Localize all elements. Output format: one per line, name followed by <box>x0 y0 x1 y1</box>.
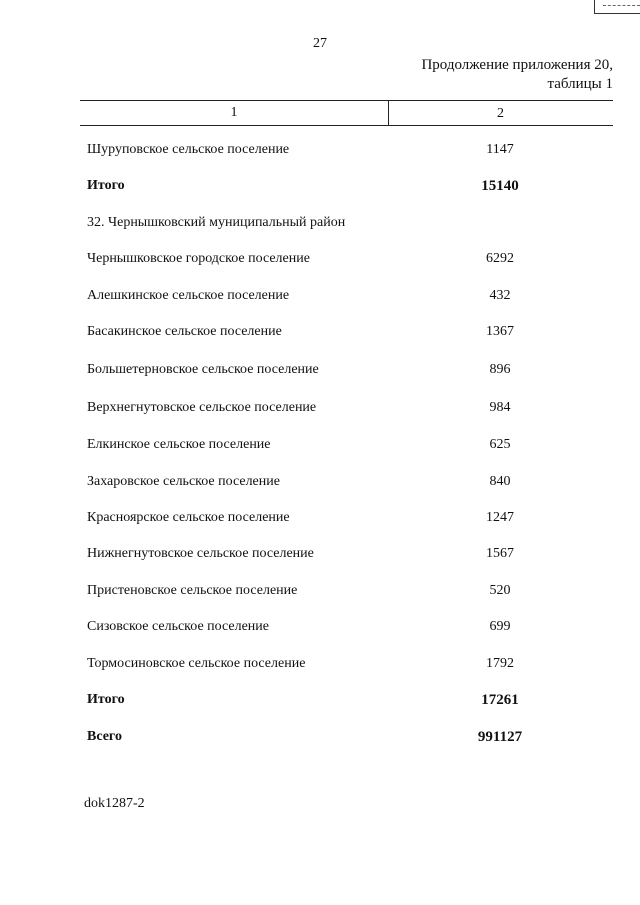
row-label: Басакинское сельское поселение <box>87 324 282 339</box>
page-number: 27 <box>313 36 327 51</box>
row-label: Нижнегнутовское сельское поселение <box>87 546 314 561</box>
column-header-1: 1 <box>230 105 238 120</box>
subtotal-row <box>0 692 640 712</box>
row-label: Захаровское сельское поселение <box>87 474 280 489</box>
table-row <box>0 656 640 676</box>
row-label: Елкинское сельское поселение <box>87 437 271 452</box>
row-label: Большетерновское сельское поселение <box>87 362 319 377</box>
table-row <box>0 437 640 457</box>
row-value: 896 <box>489 362 511 377</box>
grand-total-row <box>0 729 640 749</box>
row-label: Шуруповское сельское поселение <box>87 142 290 157</box>
row-value: 6292 <box>486 251 514 266</box>
row-value: 984 <box>489 400 511 415</box>
row-value: 1367 <box>486 324 514 339</box>
table-row <box>0 510 640 530</box>
table-row <box>0 251 640 271</box>
subtotal-row <box>0 178 640 198</box>
row-label: Тормосиновское сельское поселение <box>87 656 306 671</box>
row-label: Чернышковское городское поселение <box>87 251 310 266</box>
table-row <box>0 324 640 344</box>
table-row <box>0 288 640 308</box>
row-label: Алешкинское сельское поселение <box>87 288 290 303</box>
corner-mark <box>594 0 640 14</box>
row-label: Всего <box>87 729 122 744</box>
row-value: 991127 <box>477 729 523 745</box>
row-value: 17261 <box>481 692 519 708</box>
row-value: 432 <box>489 288 511 303</box>
row-value: 699 <box>489 619 511 634</box>
table-row <box>0 474 640 494</box>
table-row <box>0 619 640 639</box>
row-value: 625 <box>489 437 511 452</box>
row-value: 520 <box>489 583 511 598</box>
document-code: dok1287-2 <box>84 796 145 811</box>
row-label: Верхнегнутовское сельское поселение <box>87 400 317 415</box>
table-row <box>0 400 640 420</box>
table-row <box>0 546 640 566</box>
row-label: Итого <box>87 178 125 193</box>
table-header <box>80 100 613 126</box>
column-header-2: 2 <box>497 106 504 121</box>
row-value: 1567 <box>486 546 514 561</box>
table-row <box>0 583 640 603</box>
row-value: 15140 <box>481 178 519 194</box>
table-row <box>0 362 640 382</box>
row-label: Красноярское сельское поселение <box>87 510 290 525</box>
row-value: 1147 <box>486 142 514 157</box>
section-heading-row <box>0 215 640 235</box>
row-value: 840 <box>489 474 511 489</box>
continuation-line-2: таблицы 1 <box>547 76 613 92</box>
row-label: Итого <box>87 692 125 707</box>
row-value: 1247 <box>486 510 514 525</box>
row-label: Сизовское сельское поселение <box>87 619 269 634</box>
row-value: 1792 <box>486 656 514 671</box>
continuation-line-1: Продолжение приложения 20, <box>421 57 613 73</box>
row-label: Пристеновское сельское поселение <box>87 583 298 598</box>
continuation-note <box>421 56 613 94</box>
section-heading: 32. Чернышковский муниципальный район <box>87 215 346 230</box>
table-row <box>0 142 640 162</box>
